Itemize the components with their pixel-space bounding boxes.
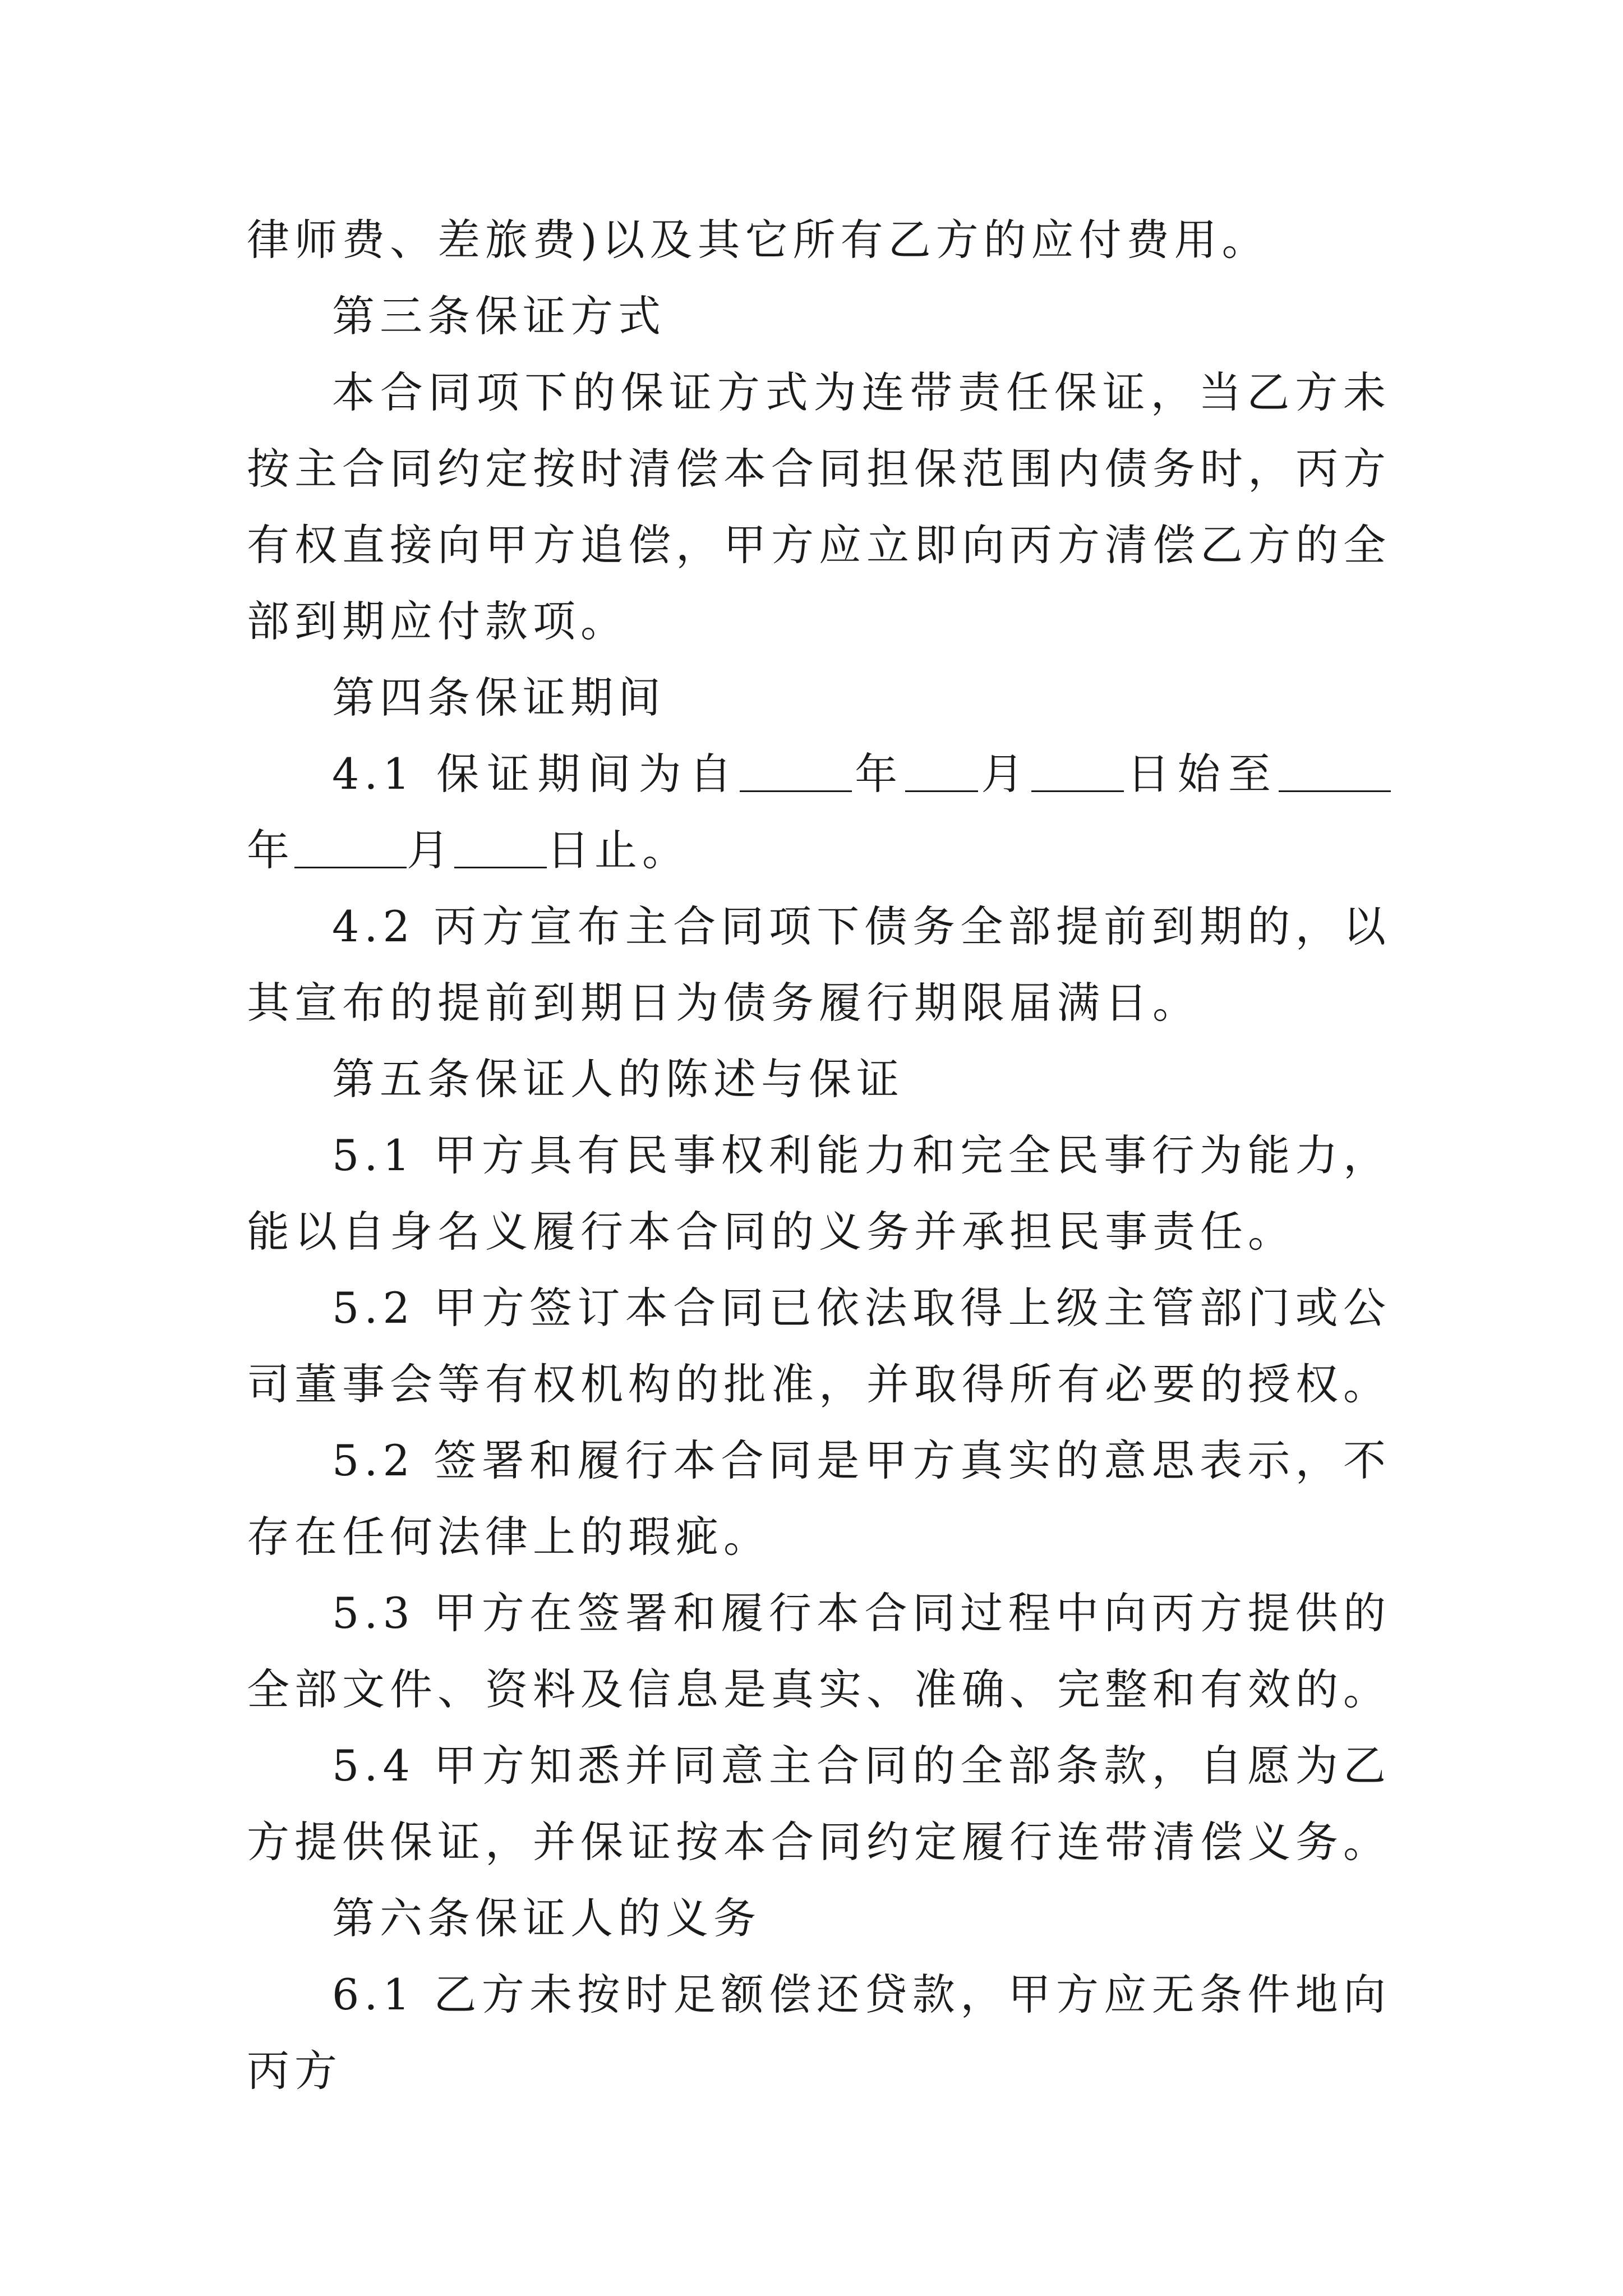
document-body	[247, 202, 1391, 2109]
article-3-paragraph: 本合同项下的保证方式为连带责任保证，当乙方未按主合同约定按时清偿本合同担保范围内债务时，丙方有权直接向甲方追偿，甲方应立即向丙方清偿乙方的全部到期应付款项。	[247, 367, 1391, 646]
end-year-label: 年	[247, 825, 294, 875]
article-6-heading: 第六条保证人的义务	[332, 1893, 761, 1943]
clause-5-2-authorization: 5.2 甲方签订本合同已依法取得上级主管部门或公司董事会等有权机构的批准，并取得所有必要的授权。	[247, 1283, 1391, 1409]
article-5-heading: 第五条保证人的陈述与保证	[332, 1054, 904, 1104]
start-month-label: 月	[978, 749, 1032, 799]
start-year-label: 年	[851, 749, 906, 799]
clause-6-1: 6.1 乙方未按时足额偿还贷款，甲方应无条件地向丙方	[247, 1970, 1391, 2096]
article-3-heading: 第三条保证方式	[332, 291, 666, 341]
clause-5-1: 5.1 甲方具有民事权利能力和完全民事行为能力，能以自身名义履行本合同的义务并承担民事责任。	[247, 1130, 1391, 1257]
end-day-label: 日止。	[547, 825, 690, 875]
article-4-heading: 第四条保证期间	[332, 673, 666, 723]
start-day-label: 日始至	[1124, 749, 1279, 799]
paragraph-fees-continued: 律师费、差旅费)以及其它所有乙方的应付费用。	[247, 215, 1270, 265]
clause-4-1-prefix: 4.1 保证期间为自	[332, 749, 740, 799]
start-day-blank	[1031, 751, 1124, 792]
clause-4-2: 4.2 丙方宣布主合同项下债务全部提前到期的，以其宣布的提前到期日为债务履行期限届满日。	[247, 901, 1391, 1028]
start-month-blank	[905, 751, 978, 792]
clause-5-4: 5.4 甲方知悉并同意主合同的全部条款，自愿为乙方提供保证，并保证按本合同约定履行连带清偿义务。	[247, 1741, 1391, 1867]
clause-5-3: 5.3 甲方在签署和履行本合同过程中向丙方提供的全部文件、资料及信息是真实、准确、完整和有效的。	[247, 1588, 1391, 1714]
end-year-blank	[1279, 751, 1391, 792]
clause-4-1	[247, 736, 1391, 889]
end-month-blank	[294, 827, 407, 868]
end-month-label: 月	[407, 825, 454, 875]
end-day-blank	[454, 827, 547, 868]
clause-5-2-intent: 5.2 签署和履行本合同是甲方真实的意思表示，不存在任何法律上的瑕疵。	[247, 1435, 1391, 1562]
start-year-blank	[740, 751, 852, 792]
